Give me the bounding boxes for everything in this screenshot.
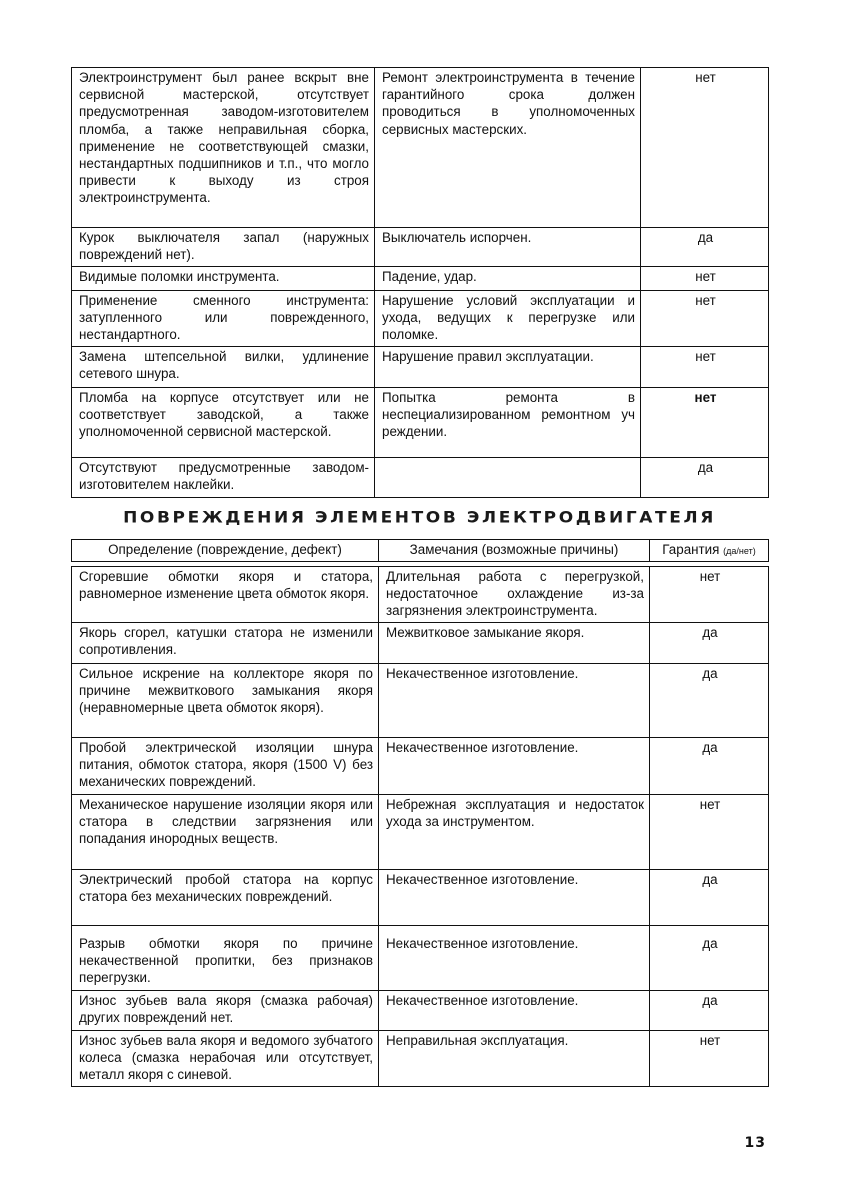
warranty-header-note: (да/нет) (723, 546, 756, 556)
page-number: 13 (744, 1135, 766, 1151)
remarks-cell: Нарушение правил эксплуатации. (375, 347, 641, 388)
remarks-cell: Падение, удар. (375, 267, 641, 291)
remarks-cell: Некачественное изготовление. (379, 990, 650, 1030)
table-row (72, 869, 769, 925)
warranty-cell: нет (641, 68, 769, 228)
definition-cell: Применение сменного инструмента: затупленного или поврежденного, нестандартного. (72, 291, 375, 347)
warranty-cell: да (650, 925, 769, 990)
definition-cell: Разрыв обмотки якоря по причине некачественной пропитки, без признаков перегрузки. (72, 925, 379, 990)
table-row (72, 622, 769, 663)
remarks-cell: Нарушение условий эксплуатации и ухода, ведущих к перегрузке или поломке. (375, 291, 641, 347)
table-row (72, 228, 769, 267)
table-row (72, 388, 769, 458)
warranty-cell: да (650, 737, 769, 794)
remarks-cell: Ремонт электроинструмента в течение гарантийного срока должен проводиться в уполномоченных сервисных мастерских. (375, 68, 641, 228)
warranty-cell: да (650, 990, 769, 1030)
remarks-cell: Попытка ремонта в неспециализированном ремонтном уч реждении. (375, 388, 641, 458)
table-row (72, 663, 769, 737)
warranty-cell: нет (650, 794, 769, 869)
warranty-table-continued (71, 67, 769, 498)
definition-cell: Якорь сгорел, катушки статора не изменили сопротивления. (72, 622, 379, 663)
remarks-cell: Некачественное изготовление. (379, 737, 650, 794)
table-row (72, 347, 769, 388)
remarks-cell: Неправильная эксплуатация. (379, 1030, 650, 1086)
definition-cell: Сгоревшие обмотки якоря и статора, равномерное изменение цвета обмоток якоря. (72, 567, 379, 623)
warranty-cell: да (641, 458, 769, 498)
remarks-cell (375, 458, 641, 498)
definition-cell: Электроинструмент был ранее вскрыт вне сервисной мастерской, отсутствует предусмотренная заводом-изготовителем пломба, а также неправильная сборка, применение не соответствующей смазки, нестандартных подшипников и т.п., что могло привести к выходу из строя электроинструмента. (72, 68, 375, 228)
warranty-cell: нет (641, 291, 769, 347)
definition-cell: Замена штепсельной вилки, удлинение сетевого шнура. (72, 347, 375, 388)
table-row (72, 567, 769, 623)
remarks-cell: Выключатель испорчен. (375, 228, 641, 267)
column-header-remarks: Замечания (возможные причины) (379, 540, 650, 562)
table-row (72, 68, 769, 228)
table-row (72, 267, 769, 291)
warranty-cell: нет (650, 1030, 769, 1086)
remarks-cell: Некачественное изготовление. (379, 869, 650, 925)
definition-cell: Сильное искрение на коллекторе якоря по причине межвиткового замыкания якоря (неравномерные цвета обмоток якоря). (72, 663, 379, 737)
table-row (72, 990, 769, 1030)
section-heading: ПОВРЕЖДЕНИЯ ЭЛЕМЕНТОВ ЭЛЕКТРОДВИГАТЕЛЯ (123, 508, 716, 528)
definition-cell: Курок выключателя запал (наружных повреждений нет). (72, 228, 375, 267)
warranty-cell: нет (650, 567, 769, 623)
warranty-cell: нет (641, 267, 769, 291)
definition-cell: Механическое нарушение изоляции якоря или статора в следствии загрязнения или попадания инородных веществ. (72, 794, 379, 869)
table-row (72, 737, 769, 794)
remarks-cell: Межвитковое замыкание якоря. (379, 622, 650, 663)
definition-cell: Пробой электрической изоляции шнура питания, обмоток статора, якоря (1500 V) без механических повреждений. (72, 737, 379, 794)
warranty-cell: да (650, 622, 769, 663)
definition-cell: Отсутствуют предусмотренные заводом-изготовителем наклейки. (72, 458, 375, 498)
remarks-cell: Некачественное изготовление. (379, 925, 650, 990)
remarks-cell: Небрежная эксплуатация и недостаток ухода за инструментом. (379, 794, 650, 869)
definition-cell: Видимые поломки инструмента. (72, 267, 375, 291)
warranty-cell: да (641, 228, 769, 267)
remarks-cell: Некачественное изготовление. (379, 663, 650, 737)
motor-damage-table (71, 566, 769, 1087)
warranty-cell: нет (641, 388, 769, 458)
table-row (72, 794, 769, 869)
definition-cell: Пломба на корпусе отсутствует или не соответствует заводской, а также уполномоченной сервисной мастерской. (72, 388, 375, 458)
table-row (72, 291, 769, 347)
header-row (72, 540, 769, 562)
column-header-definition: Определение (повреждение, дефект) (72, 540, 379, 562)
table-row (72, 1030, 769, 1086)
table-row (72, 458, 769, 498)
definition-cell: Электрический пробой статора на корпус статора без механических повреждений. (72, 869, 379, 925)
remarks-cell: Длительная работа с перегрузкой, недостаточное охлаждение из-за загрязнения электроинструмента. (379, 567, 650, 623)
warranty-cell: нет (641, 347, 769, 388)
warranty-cell: да (650, 663, 769, 737)
warranty-cell: да (650, 869, 769, 925)
definition-cell: Износ зубьев вала якоря (смазка рабочая) других повреждений нет. (72, 990, 379, 1030)
warranty-header-label: Гарантия (662, 542, 720, 557)
table-row (72, 925, 769, 990)
motor-damage-table-header (71, 539, 769, 562)
column-header-warranty (650, 540, 769, 562)
definition-cell: Износ зубьев вала якоря и ведомого зубчатого колеса (смазка нерабочая или отсутствует, металл якоря с синевой. (72, 1030, 379, 1086)
